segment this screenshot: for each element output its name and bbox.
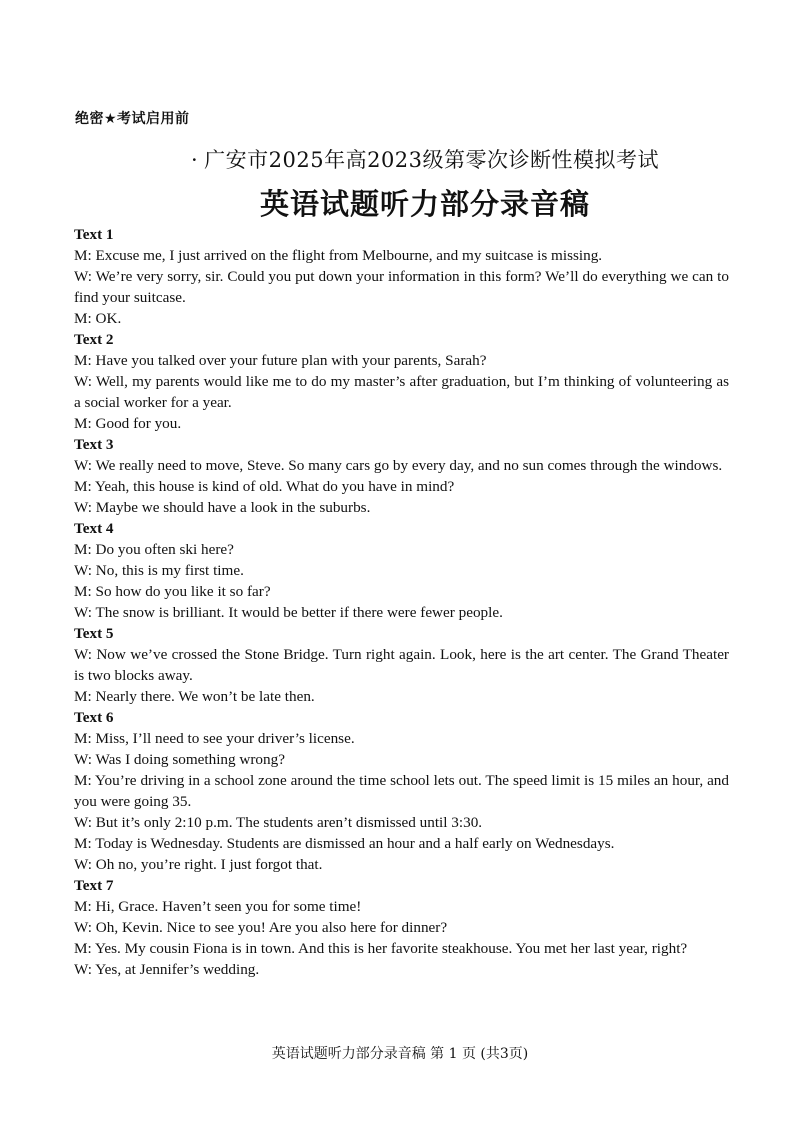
exam-title [0,144,800,174]
text-block-2 [74,329,729,434]
transcript-body [74,224,729,980]
dialogue-line: W: Was I doing something wrong? [74,751,285,768]
text-heading: Text 7 [74,877,114,894]
dialogue-line: M: Good for you. [74,415,182,432]
text-block-3 [74,434,729,518]
dialogue-line: M: So how do you like it so far? [74,583,271,600]
text-block-1 [74,224,729,329]
text-heading: Text 1 [74,226,114,243]
dialogue-line: W: Oh no, you’re right. I just forgot that. [74,856,323,873]
dialogue-line: M: Excuse me, I just arrived on the flight from Melbourne, and my suitcase is missing. [74,247,603,264]
dialogue-line: M: You’re driving in a school zone around the time school lets out. The speed limit is 15 miles an hour, and you were going 35. [74,772,729,810]
dialogue-line: M: Do you often ski here? [74,541,234,558]
text-heading: Text 2 [74,331,114,348]
dialogue-line: M: Have you talked over your future plan with your parents, Sarah? [74,352,487,369]
document-title: 英语试题听力部分录音稿 [259,187,590,221]
text-block-6 [74,707,729,875]
text-block-4 [74,518,729,623]
exam-title-text: 广安市2025年高2023级第零次诊断性模拟考试 [204,148,660,172]
dialogue-line: M: Miss, I’ll need to see your driver’s license. [74,730,355,747]
dialogue-line: M: Nearly there. We won’t be late then. [74,688,315,705]
dialogue-line: W: No, this is my first time. [74,562,244,579]
dialogue-line: M: OK. [74,310,122,327]
dialogue-line: W: We really need to move, Steve. So many cars go by every day, and no sun comes through the windows. [74,457,723,474]
dialogue-line: W: But it’s only 2:10 p.m. The students aren’t dismissed until 3:30. [74,814,483,831]
text-heading: Text 6 [74,709,114,726]
dialogue-line: W: We’re very sorry, sir. Could you put down your information in this form? We’ll do everything we can to find your suitcase. [74,268,729,306]
text-heading: Text 5 [74,625,114,642]
dialogue-line: W: Now we’ve crossed the Stone Bridge. Turn right again. Look, here is the art center. The Grand Theater is two blocks away. [74,646,729,684]
dialogue-line: W: Yes, at Jennifer’s wedding. [74,961,260,978]
dialogue-line: W: Well, my parents would like me to do my master’s after graduation, but I’m thinking of volunteering as a social worker for a year. [74,373,729,411]
dialogue-line: M: Hi, Grace. Haven’t seen you for some time! [74,898,362,915]
dialogue-line: M: Today is Wednesday. Students are dismissed an hour and a half early on Wednesdays. [74,835,615,852]
dialogue-line: W: Maybe we should have a look in the suburbs. [74,499,371,516]
bullet-dot-icon: · [190,148,199,172]
dialogue-line: W: The snow is brilliant. It would be better if there were fewer people. [74,604,503,621]
text-block-5 [74,623,729,707]
page-footer: 英语试题听力部分录音稿 第 1 页 (共3页) [271,1046,529,1062]
confidential-label: 绝密★考试启用前 [75,111,190,127]
text-block-7 [74,875,729,980]
dialogue-line: M: Yes. My cousin Fiona is in town. And this is her favorite steakhouse. You met her last year, right? [74,940,688,957]
dialogue-line: M: Yeah, this house is kind of old. What do you have in mind? [74,478,455,495]
text-heading: Text 4 [74,520,114,537]
dialogue-line: W: Oh, Kevin. Nice to see you! Are you also here for dinner? [74,919,448,936]
text-heading: Text 3 [74,436,114,453]
